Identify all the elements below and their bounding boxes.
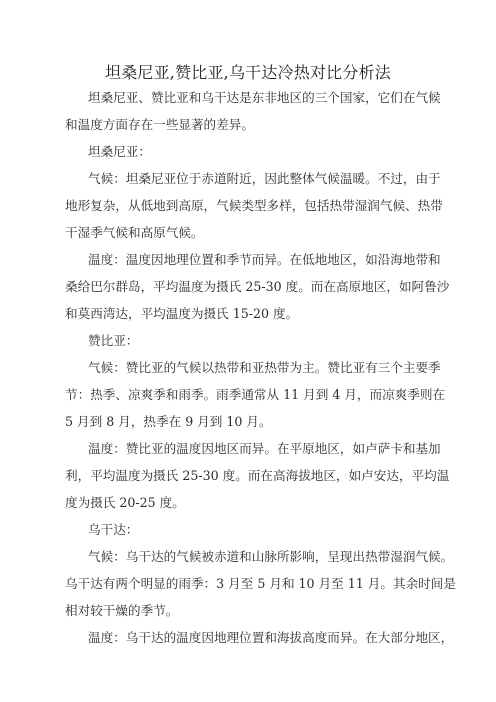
section-heading-zambia: 赞比亚： [88,333,139,348]
zambia-climate-line-2: 节：热季、凉爽季和雨季。雨季通常从 11 月到 4 月，而凉爽季则在 [65,387,446,402]
section-heading-tanzania: 坦桑尼亚： [88,144,151,159]
document-title: 坦桑尼亚,赞比亚,乌干达冷热对比分析法 [105,63,391,82]
uganda-climate-line-1: 气候：乌干达的气候被赤道和山脉所影响，呈现出热带湿润气候。 [88,549,454,564]
zambia-climate-line-1: 气候：赞比亚的气候以热带和亚热带为主。赞比亚有三个主要季 [88,360,441,375]
tanzania-climate-line-3: 干湿季气候和高原气候。 [65,225,204,240]
uganda-climate-line-3: 相对较干燥的季节。 [65,603,179,618]
zambia-temperature-line-3: 度为摄氏 20-25 度。 [65,495,185,510]
section-heading-uganda: 乌干达： [88,522,139,537]
paragraph-intro-line-2: 和温度方面存在一些显著的差异。 [65,117,254,132]
zambia-temperature-line-1: 温度：赞比亚的温度因地区而异。在平原地区，如卢萨卡和基加 [88,441,441,456]
tanzania-temperature-line-3: 和莫西湾达，平均温度为摄氏 15-20 度。 [65,306,299,321]
zambia-temperature-line-2: 利，平均温度为摄氏 25-30 度。而在高海拔地区，如卢安达，平均温 [65,468,450,483]
zambia-climate-line-3: 5 月到 8 月，热季在 9 月到 10 月。 [65,414,272,429]
tanzania-temperature-line-2: 桑给巴尔群岛，平均温度为摄氏 25-30 度。而在高原地区，如阿鲁沙 [65,279,450,294]
uganda-climate-line-2: 乌干达有两个明显的雨季：3 月至 5 月和 10 月至 11 月。其余时间是 [65,576,456,591]
tanzania-temperature-line-1: 温度：温度因地理位置和季节而异。在低地地区，如沿海地带和 [88,252,441,267]
uganda-temperature-line-1: 温度：乌干达的温度因地理位置和海拔高度而异。在大部分地区， [88,630,454,645]
paragraph-intro-line-1: 坦桑尼亚、赞比亚和乌干达是东非地区的三个国家，它们在气候 [88,90,441,105]
tanzania-climate-line-1: 气候：坦桑尼亚位于赤道附近，因此整体气候温暖。不过，由于 [88,171,441,186]
tanzania-climate-line-2: 地形复杂，从低地到高原，气候类型多样，包括热带湿润气候、热带 [65,198,443,213]
